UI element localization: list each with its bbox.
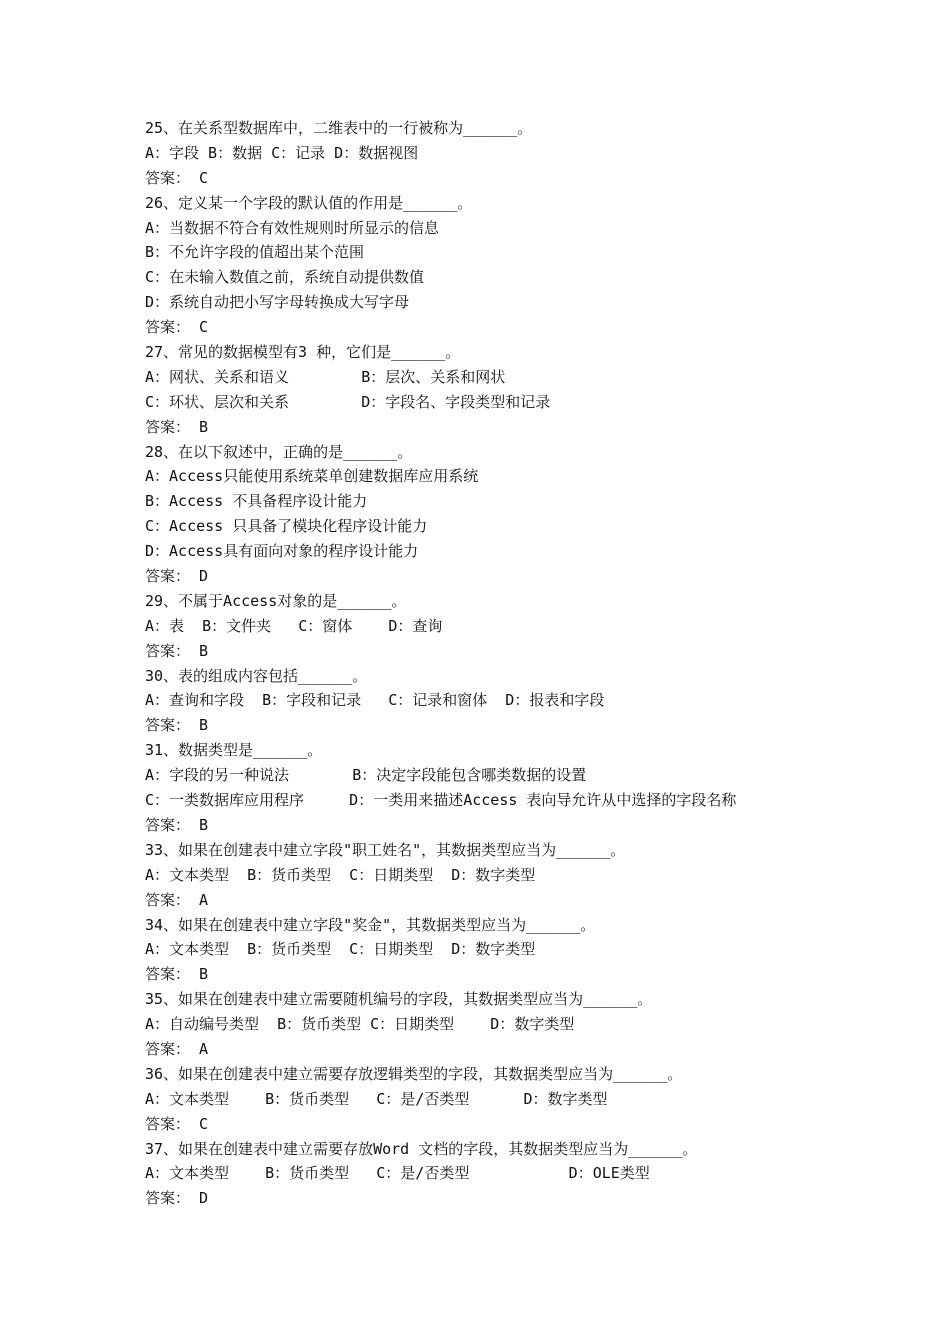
- answer-36: 答案： C: [145, 1114, 209, 1133]
- option-28-b: B：Access 不具备程序设计能力: [145, 492, 368, 511]
- question-36: 36、如果在创建表中建立需要存放逻辑类型的字段，其数据类型应当为______。: [145, 1064, 683, 1083]
- options-29: A：表 B：文件夹 C：窗体 D：查询: [145, 616, 443, 635]
- option-26-c: C：在未输入数值之前，系统自动提供数值: [145, 268, 425, 287]
- option-28-a: A：Access只能使用系统菜单创建数据库应用系统: [145, 467, 479, 486]
- options-36: A：文本类型 B：货币类型 C：是/否类型 D：数字类型: [145, 1089, 608, 1108]
- answer-30: 答案： B: [145, 716, 209, 735]
- option-28-d: D：Access具有面向对象的程序设计能力: [145, 542, 419, 561]
- option-28-c: C：Access 只具备了模块化程序设计能力: [145, 517, 428, 536]
- answer-34: 答案： B: [145, 965, 209, 984]
- options-25: A：字段 B：数据 C：记录 D：数据视图: [145, 143, 419, 162]
- question-28: 28、在以下叙述中，正确的是______。: [145, 442, 413, 461]
- answer-26: 答案： C: [145, 318, 209, 337]
- options-27-ab: A：网状、关系和语义 B：层次、关系和网状: [145, 367, 506, 386]
- question-30: 30、表的组成内容包括______。: [145, 666, 368, 685]
- answer-29: 答案： B: [145, 641, 209, 660]
- options-34: A：文本类型 B：货币类型 C：日期类型 D：数字类型: [145, 940, 536, 959]
- question-37: 37、如果在创建表中建立需要存放Word 文档的字段，其数据类型应当为______。: [145, 1139, 698, 1158]
- answer-25: 答案： C: [145, 168, 209, 187]
- options-30: A：查询和字段 B：字段和记录 C：记录和窗体 D：报表和字段: [145, 691, 605, 710]
- question-35: 35、如果在创建表中建立需要随机编号的字段，其数据类型应当为______。: [145, 990, 653, 1009]
- answer-31: 答案： B: [145, 815, 209, 834]
- answer-27: 答案： B: [145, 417, 209, 436]
- option-26-d: D：系统自动把小写字母转换成大写字母: [145, 293, 410, 312]
- options-33: A：文本类型 B：货币类型 C：日期类型 D：数字类型: [145, 865, 536, 884]
- options-35: A：自动编号类型 B：货币类型 C：日期类型 D：数字类型: [145, 1015, 575, 1034]
- question-34: 34、如果在创建表中建立字段"奖金"，其数据类型应当为______。: [145, 915, 596, 934]
- answer-33: 答案： A: [145, 890, 209, 909]
- answer-35: 答案： A: [145, 1039, 209, 1058]
- options-27-cd: C：环状、层次和关系 D：字段名、字段类型和记录: [145, 392, 551, 411]
- question-33: 33、如果在创建表中建立字段"职工姓名"，其数据类型应当为______。: [145, 840, 626, 859]
- option-26-b: B：不允许字段的值超出某个范围: [145, 243, 365, 262]
- question-26: 26、定义某一个字段的默认值的作用是______。: [145, 193, 473, 212]
- options-31-ab: A：字段的另一种说法 B：决定字段能包含哪类数据的设置: [145, 766, 587, 785]
- options-31-cd: C：一类数据库应用程序 D：一类用来描述Access 表向导允许从中选择的字段名称: [145, 791, 737, 810]
- options-37: A：文本类型 B：货币类型 C：是/否类型 D：OLE类型: [145, 1164, 650, 1183]
- answer-37: 答案： D: [145, 1189, 209, 1208]
- option-26-a: A：当数据不符合有效性规则时所显示的信息: [145, 218, 440, 237]
- question-29: 29、不属于Access对象的是______。: [145, 591, 407, 610]
- question-25: 25、在关系型数据库中，二维表中的一行被称为______。: [145, 119, 533, 137]
- question-31: 31、数据类型是______。: [145, 741, 323, 760]
- answer-28: 答案： D: [145, 567, 209, 586]
- question-27: 27、常见的数据模型有3 种，它们是______。: [145, 343, 461, 362]
- question-document: [145, 116, 925, 1211]
